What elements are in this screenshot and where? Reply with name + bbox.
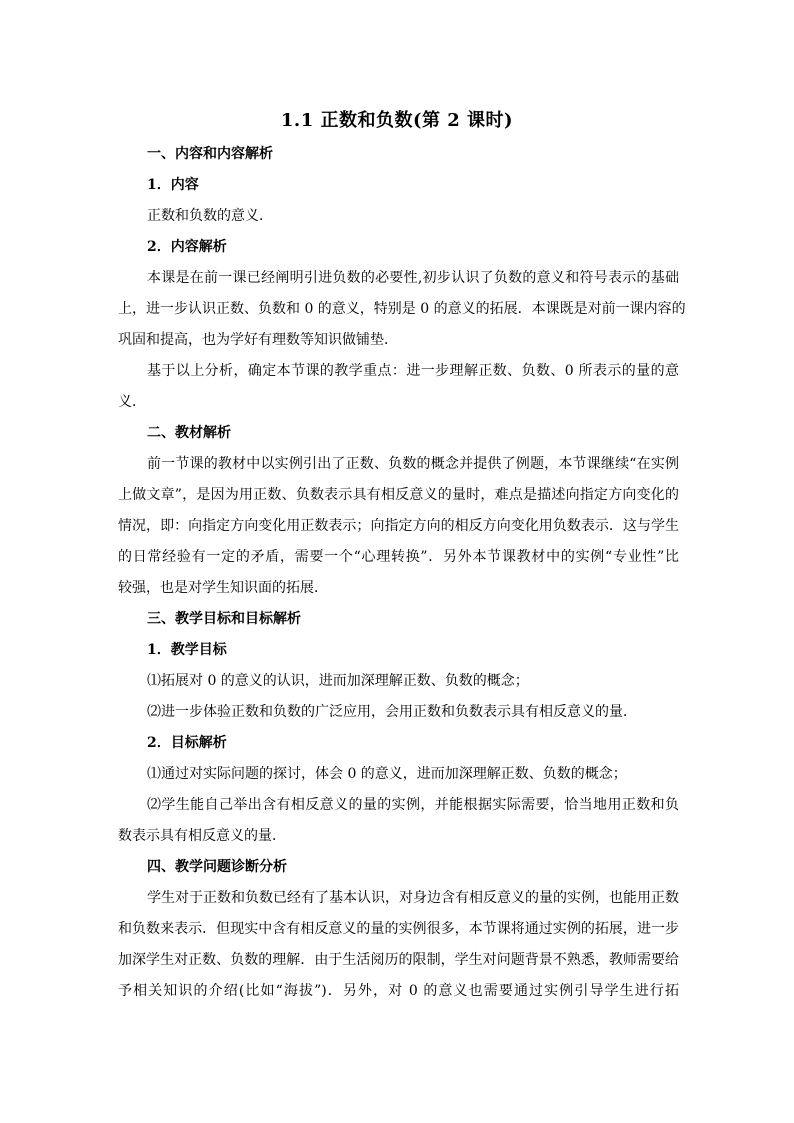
paragraph-line: 基于以上分析，确定本节课的教学重点：进一步理解正数、负数、0 所表示的量的意 — [147, 363, 679, 379]
paragraph-line: 情况，即：向指定方向变化用正数表示；向指定方向的相反方向变化用负数表示．这与学生 — [118, 518, 679, 534]
section-heading-1: 一、内容和内容解析 — [147, 146, 273, 162]
paragraph-line: 巩固和提高，也为学好有理数等知识做铺垫． — [118, 332, 398, 348]
section-heading-2: 二、教材解析 — [147, 425, 231, 441]
paragraph-line: 较强，也是对学生知识面的拓展． — [118, 580, 328, 596]
paragraph-line: 学生对于正数和负数已经有了基本认识，对身边含有相反意义的量的实例，也能用正数 — [147, 890, 679, 906]
paragraph-line: 数表示具有相反意义的量． — [118, 828, 286, 844]
paragraph-line: 义． — [118, 394, 146, 410]
paragraph-line: 前一节课的教材中以实例引出了正数、负数的概念并提供了例题，本节课继续“在实例 — [147, 456, 679, 472]
paragraph-line: 和负数来表示．但现实中含有相反意义的量的实例很多，本节课将通过实例的拓展，进一步 — [118, 921, 679, 937]
paragraph-line: 本课是在前一课已经阐明引进负数的必要性,初步认识了负数的意义和符号表示的基础 — [147, 270, 679, 286]
paragraph-line: 上做文章”，是因为用正数、负数表示具有相反意义的量时，难点是描述向指定方向变化的 — [118, 487, 679, 503]
subheading-content: 1．内容 — [147, 177, 199, 193]
paragraph-line: 上，进一步认识正数、负数和 0 的意义，特别是 0 的意义的拓展．本课既是对前一课内容的 — [118, 301, 686, 317]
subheading-goals: 1．教学目标 — [147, 642, 227, 658]
paragraph-line: 正数和负数的意义． — [147, 208, 273, 224]
paragraph-line: 加深学生对正数、负数的理解．由于生活阅历的限制，学生对问题背景不熟悉，教师需要给 — [118, 952, 679, 968]
paragraph-line: 予相关知识的介绍(比如“海拔”)．另外，对 0 的意义也需要通过实例引导学生进行拓 — [118, 983, 679, 999]
list-item: ⑴通过对实际问题的探讨，体会 0 的意义，进而加深理解正数、负数的概念； — [147, 766, 627, 782]
list-item: ⑴拓展对 0 的意义的认识，进而加深理解正数、负数的概念； — [147, 673, 529, 689]
page-title: 1.1 正数和负数(第 2 课时) — [280, 110, 514, 131]
section-heading-4: 四、教学问题诊断分析 — [147, 859, 287, 875]
paragraph-line: 的日常经验有一定的矛盾，需要一个“心理转换”．另外本节课教材中的实例“专业性”比 — [118, 549, 679, 565]
section-heading-3: 三、教学目标和目标解析 — [147, 611, 301, 627]
list-item: ⑵进一步体验正数和负数的广泛应用，会用正数和负数表示具有相反意义的量． — [147, 704, 637, 720]
list-item: ⑵学生能自己举出含有相反意义的量的实例，并能根据实际需要，恰当地用正数和负 — [147, 797, 679, 813]
subheading-analysis: 2．内容解析 — [147, 239, 227, 255]
subheading-goal-analysis: 2．目标解析 — [147, 735, 227, 751]
